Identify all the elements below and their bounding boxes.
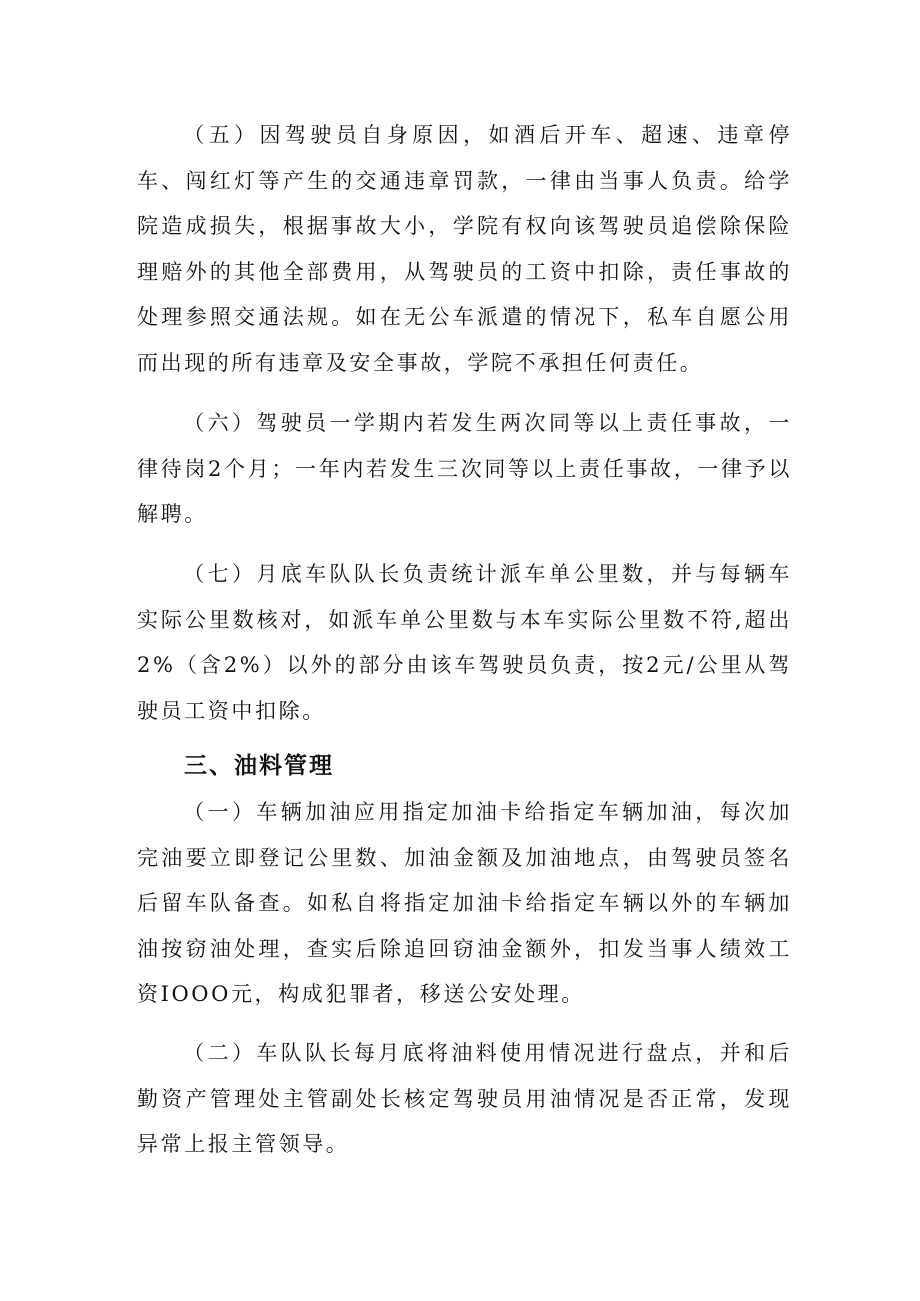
fuel-paragraph-item-2: （二）车队队长每月底将油料使用情况进行盘点，并和后勤资产管理处主管副处长核定驾驶员用油情况是否正常，发现异常上报主管领导。 <box>137 1041 792 1156</box>
paragraph-item-5: （五）因驾驶员自身原因，如酒后开车、超速、违章停车、闯红灯等产生的交通违章罚款，一律由当事人负责。给学院造成损失，根据事故大小，学院有权向该驾驶员追偿除保险理赔外的其他全部费用，从驾驶员的工资中扣除，责任事故的处理参照交通法规。如在无公车派遣的情况下，私车自愿公用而出现的所有违章及安全事故，学院不承担任何责任。 <box>137 123 792 375</box>
paragraph-item-7: （七）月底车队队长负责统计派车单公里数，并与每辆车实际公里数核对，如派车单公里数与本车实际公里数不符,超出2%（含2%）以外的部分由该车驾驶员负责，按2元/公里从驾驶员工资中扣除。 <box>137 562 792 723</box>
section-heading-fuel-management: 三、油料管理 <box>184 753 334 779</box>
paragraph-item-6: （六）驾驶员一学期内若发生两次同等以上责任事故，一律待岗2个月；一年内若发生三次同等以上责任事故，一律予以解聘。 <box>137 411 792 526</box>
fuel-paragraph-item-1: （一）车辆加油应用指定加油卡给指定车辆加油，每次加完油要立即登记公里数、加油金额及加油地点，由驾驶员签名后留车队备查。如私自将指定加油卡给指定车辆以外的车辆加油按窃油处理，查实后除追回窃油金额外，扣发当事人绩效工资IOOO元，构成犯罪者，移送公安处理。 <box>137 800 792 1006</box>
